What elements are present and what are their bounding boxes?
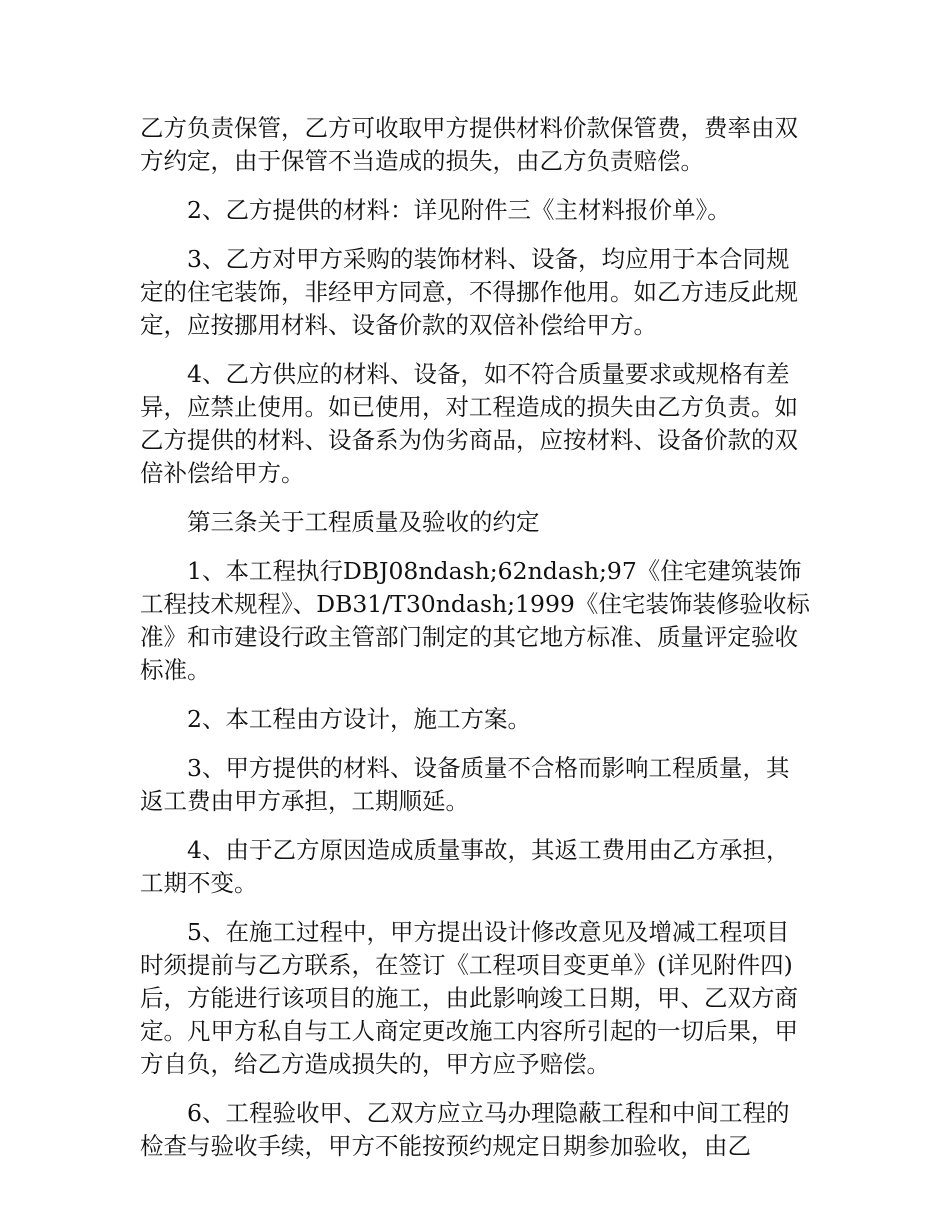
paragraph-standards: 1、本工程执行DBJ08ndash;62ndash;97《住宅建筑装饰工程技术规程》、DB31/T30ndash;1999《住宅装饰装修验收标准》和市建设行政主管部门制定的其它地方标准、质量评定验收标准。: [140, 557, 810, 684]
document-page: [140, 112, 812, 1179]
paragraph-design: 2、本工程由方设计，施工方案。: [187, 705, 531, 733]
paragraph-rework-party-b: 4、由于乙方原因造成质量事故，其返工费用由乙方承担，工期不变。: [140, 836, 790, 897]
paragraph-material-usage: 3、乙方对甲方采购的装饰材料、设备，均应用于本合同规定的住宅装饰，非经甲方同意，不得挪作他用。如乙方违反此规定，应按挪用材料、设备价款的双倍补偿给甲方。: [140, 245, 798, 339]
paragraph-material-quality: 4、乙方供应的材料、设备，如不符合质量要求或规格有差异，应禁止使用。如已使用，对工程造成的损失由乙方负责。如乙方提供的材料、设备系为伪劣商品，应按材料、设备价款的双倍补偿给甲方。: [140, 360, 798, 487]
paragraph-materials-supplied: 2、乙方提供的材料：详见附件三《主材料报价单》。: [187, 196, 731, 224]
paragraph-design-changes: 5、在施工过程中，甲方提出设计修改意见及增减工程项目时须提前与乙方联系，在签订《工程项目变更单》(详见附件四)后，方能进行该项目的施工，由此影响竣工日期，甲、乙双方商定。凡甲方私自与工人商定更改施工内容所引起的一切后果，甲方自负，给乙方造成损失的，甲方应予赔偿。: [140, 918, 798, 1078]
section-heading-article-3: 第三条关于工程质量及验收的约定: [187, 508, 540, 536]
paragraph-storage-liability: 乙方负责保管，乙方可收取甲方提供材料价款保管费，费率由双方约定，由于保管不当造成的损失，由乙方负责赔偿。: [140, 114, 798, 175]
paragraph-acceptance: 6、工程验收甲、乙双方应立马办理隐蔽工程和中间工程的检查与验收手续，甲方不能按预约规定日期参加验收，由乙: [140, 1099, 790, 1160]
paragraph-rework-party-a: 3、甲方提供的材料、设备质量不合格而影响工程质量，其返工费由甲方承担，工期顺延。: [140, 754, 790, 815]
